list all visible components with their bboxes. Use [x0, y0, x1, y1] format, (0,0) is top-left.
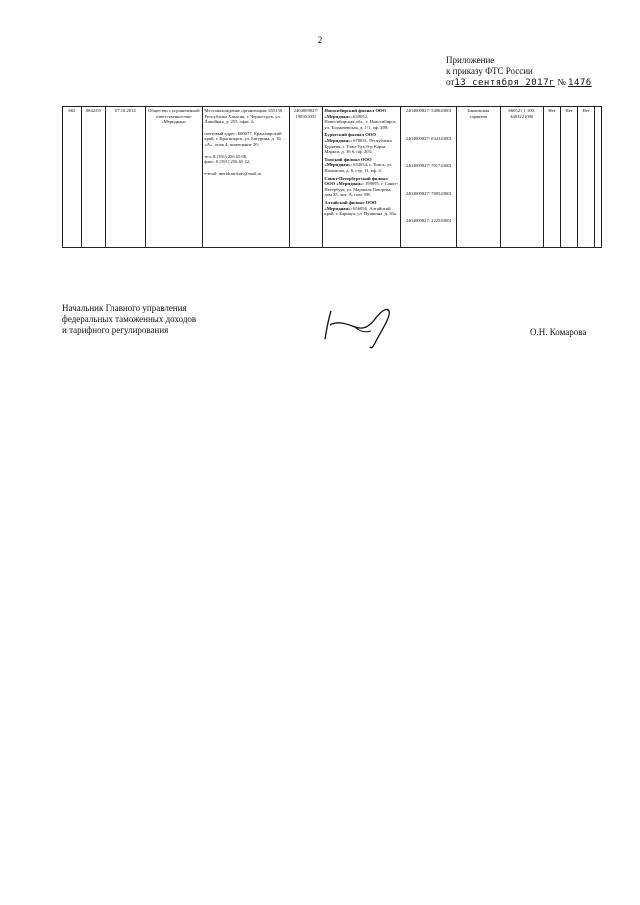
registry-table: [62, 106, 602, 248]
signer-position-line: и тарифного регулирования: [62, 325, 169, 335]
appendix-from-prefix: от: [446, 77, 455, 87]
cell-addresses: [202, 107, 289, 248]
email: e-mail: meridian-kras@mail.ru: [204, 170, 262, 176]
branch-address: 656056, Алтайский край, г. Барнаул, ул. Пушкина, д. 30а: [324, 205, 396, 217]
branch-address: 634034, г. Томск, ул. Нахимова, д. 8, стр. 11, оф. 4;: [324, 162, 393, 173]
cell-org-name: Общество с ограниченной ответственностью «Меридиан»: [145, 107, 202, 248]
signer-position: [62, 303, 196, 336]
branch-code: 2404009827/ 540643001: [405, 108, 452, 113]
branch-code: 2404009827/ 222543001: [405, 218, 452, 224]
appendix-header: [446, 55, 592, 89]
address-postal: почтовый адрес: 660077, Красноярский край, г. Красноярск, ул. Батурина, д. 36 «А», этаж 4, помещение 20;: [204, 130, 282, 147]
branch-code: 2404009827/ 701743001: [405, 163, 452, 169]
address-legal: Местонахождение организации: 655150, Республика Хакасия, г. Черногорск, ул. Линейная, д. 255, офис 2;: [204, 108, 284, 125]
cell-guarantee: Банковская гарантия: [457, 107, 500, 248]
cell-col-a: Нет: [543, 107, 560, 248]
cell-date: 07.10.2014: [105, 107, 145, 248]
branch-code: 2404009827/ 032343001: [405, 135, 452, 141]
branch-address: 670031, Республика Бурятия, г. Улан-Удэ, б-р Карла Маркса, д. 16 б, оф. 203;: [324, 137, 392, 155]
branch-code: 2404009827/ 780543001: [405, 190, 452, 196]
handwritten-signature: [315, 297, 405, 357]
branch-name: Санкт-Петербургский филиал ООО «Меридиан»:: [324, 175, 388, 187]
signer-position-line: федеральных таможенных доходов: [62, 314, 197, 324]
cell-reg-number: 0642/05: [81, 107, 105, 248]
page-number: 2: [317, 35, 323, 45]
signature-graphic: [315, 297, 405, 352]
branch-entry: [324, 176, 399, 198]
branch-entry: [324, 132, 399, 154]
appendix-order-ref: к приказу ФТС России: [446, 66, 533, 76]
appendix-number-prefix: №: [557, 77, 566, 87]
branch-address: 198095, г. Санкт-Петербург, ул. Маршала Говорова, дом 35, лит. А, пом. 9Н;: [324, 181, 398, 198]
branch-name: Томский филиал ООО «Меридиан»:: [324, 156, 372, 168]
cell-row-no: 682: [63, 107, 82, 248]
appendix-title: Приложение: [446, 55, 495, 65]
cell-col-c: Нет: [578, 107, 595, 248]
cell-branches: [322, 107, 401, 248]
branch-entry: [324, 157, 399, 174]
fax: факс: 8 (391) 256 65 42;: [204, 159, 251, 165]
branch-entry: [324, 200, 399, 217]
cell-col-b: Нет: [561, 107, 578, 248]
branch-entry: [324, 108, 399, 130]
branch-address: 630052, Новосибирская обл., г. Новосибирск, ул. Толмачевская, д. 1/1, оф. 209;: [324, 113, 397, 130]
cell-inn-kpp: 2404009827/ 190301001: [289, 107, 322, 248]
cell-amount: 660521 1 100, 4403221000: [500, 107, 543, 248]
appendix-date-line: [446, 77, 592, 89]
branch-name: Новосибирский филиал ООО «Меридиан»:: [324, 108, 387, 119]
branch-name: Алтайский филиал ООО «Меридиан»:: [324, 199, 377, 211]
phone: тел.:8 (391) 256 65 08,: [204, 153, 248, 159]
branch-name: Бурятский филиал ООО «Меридиан»:: [324, 132, 376, 143]
signer-position-line: Начальник Главного управления: [62, 303, 187, 313]
signer-name: О.Н. Комарова: [530, 327, 587, 337]
cell-empty: [595, 107, 602, 248]
appendix-number: 1476: [568, 78, 592, 88]
appendix-date: 13 сентября 2017г: [454, 78, 555, 88]
cell-branch-codes: [401, 107, 457, 248]
table-row: [63, 107, 602, 248]
